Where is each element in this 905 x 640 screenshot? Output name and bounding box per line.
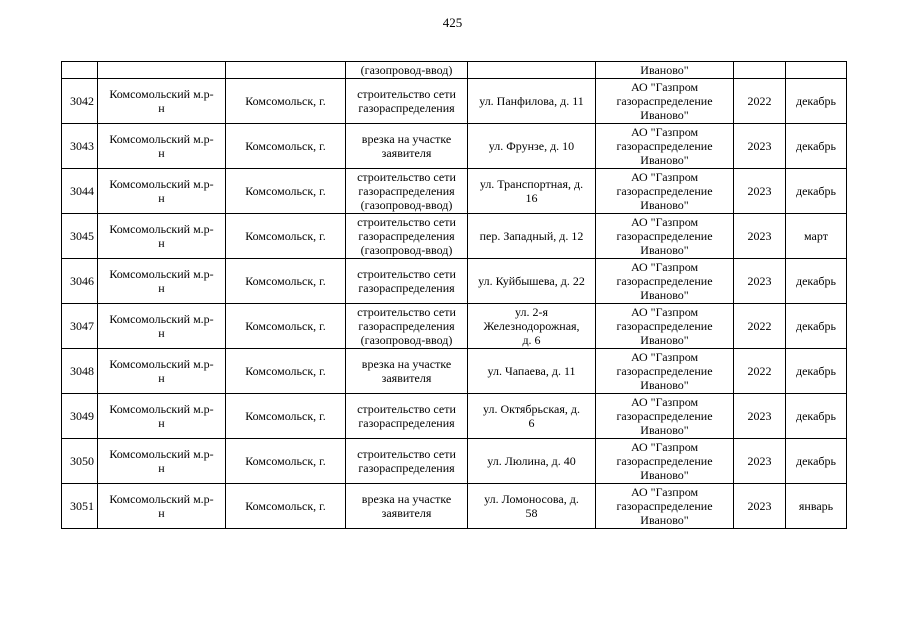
cell-year: 2023 bbox=[734, 124, 786, 169]
table-row bbox=[62, 439, 847, 484]
cell-settlement: Комсомольск, г. bbox=[226, 349, 346, 394]
cell-organization: АО "Газпром газораспределение Иваново" bbox=[596, 124, 734, 169]
cell-year: 2023 bbox=[734, 214, 786, 259]
cell-work-type: строительство сети газораспределения bbox=[346, 439, 468, 484]
cell-number: 3049 bbox=[62, 394, 98, 439]
cell-number: 3051 bbox=[62, 484, 98, 529]
cell-organization: Иваново" bbox=[596, 62, 734, 79]
cell-settlement: Комсомольск, г. bbox=[226, 169, 346, 214]
cell-number: 3048 bbox=[62, 349, 98, 394]
cell-number bbox=[62, 62, 98, 79]
cell-month: январь bbox=[786, 484, 847, 529]
cell-municipality: Комсомольский м.р- н bbox=[98, 484, 226, 529]
cell-month: декабрь bbox=[786, 124, 847, 169]
cell-year: 2022 bbox=[734, 349, 786, 394]
cell-year: 2022 bbox=[734, 79, 786, 124]
cell-address: ул. Куйбышева, д. 22 bbox=[468, 259, 596, 304]
table-row bbox=[62, 169, 847, 214]
cell-settlement: Комсомольск, г. bbox=[226, 79, 346, 124]
cell-year: 2023 bbox=[734, 439, 786, 484]
cell-address bbox=[468, 62, 596, 79]
table-row bbox=[62, 124, 847, 169]
table-row bbox=[62, 214, 847, 259]
cell-work-type: строительство сети газораспределения bbox=[346, 394, 468, 439]
cell-organization: АО "Газпром газораспределение Иваново" bbox=[596, 169, 734, 214]
cell-year bbox=[734, 62, 786, 79]
cell-settlement: Комсомольск, г. bbox=[226, 214, 346, 259]
cell-address: ул. Октябрьская, д. 6 bbox=[468, 394, 596, 439]
cell-organization: АО "Газпром газораспределение Иваново" bbox=[596, 349, 734, 394]
cell-number: 3050 bbox=[62, 439, 98, 484]
cell-address: ул. Транспортная, д. 16 bbox=[468, 169, 596, 214]
cell-settlement bbox=[226, 62, 346, 79]
cell-month: декабрь bbox=[786, 439, 847, 484]
cell-municipality: Комсомольский м.р- н bbox=[98, 124, 226, 169]
cell-month: декабрь bbox=[786, 304, 847, 349]
cell-settlement: Комсомольск, г. bbox=[226, 124, 346, 169]
cell-municipality: Комсомольский м.р- н bbox=[98, 259, 226, 304]
cell-month: декабрь bbox=[786, 394, 847, 439]
table-row bbox=[62, 484, 847, 529]
table-row bbox=[62, 259, 847, 304]
cell-municipality: Комсомольский м.р- н bbox=[98, 394, 226, 439]
cell-number: 3045 bbox=[62, 214, 98, 259]
cell-year: 2023 bbox=[734, 259, 786, 304]
cell-number: 3044 bbox=[62, 169, 98, 214]
cell-address: ул. Ломоносова, д. 58 bbox=[468, 484, 596, 529]
cell-work-type: строительство сети газораспределения (газопровод-ввод) bbox=[346, 214, 468, 259]
table-row bbox=[62, 394, 847, 439]
cell-work-type: врезка на участке заявителя bbox=[346, 124, 468, 169]
cell-settlement: Комсомольск, г. bbox=[226, 304, 346, 349]
cell-number: 3042 bbox=[62, 79, 98, 124]
cell-year: 2023 bbox=[734, 484, 786, 529]
cell-number: 3047 bbox=[62, 304, 98, 349]
cell-municipality bbox=[98, 62, 226, 79]
cell-settlement: Комсомольск, г. bbox=[226, 394, 346, 439]
cell-work-type: (газопровод-ввод) bbox=[346, 62, 468, 79]
cell-year: 2023 bbox=[734, 394, 786, 439]
table-row bbox=[62, 349, 847, 394]
cell-number: 3043 bbox=[62, 124, 98, 169]
cell-number: 3046 bbox=[62, 259, 98, 304]
cell-year: 2022 bbox=[734, 304, 786, 349]
cell-organization: АО "Газпром газораспределение Иваново" bbox=[596, 484, 734, 529]
cell-address: ул. Фрунзе, д. 10 bbox=[468, 124, 596, 169]
gas-works-table bbox=[61, 61, 847, 529]
cell-municipality: Комсомольский м.р- н bbox=[98, 439, 226, 484]
cell-month: декабрь bbox=[786, 259, 847, 304]
cell-month: декабрь bbox=[786, 169, 847, 214]
cell-municipality: Комсомольский м.р- н bbox=[98, 349, 226, 394]
cell-municipality: Комсомольский м.р- н bbox=[98, 214, 226, 259]
cell-work-type: строительство сети газораспределения (газопровод-ввод) bbox=[346, 304, 468, 349]
cell-organization: АО "Газпром газораспределение Иваново" bbox=[596, 439, 734, 484]
cell-organization: АО "Газпром газораспределение Иваново" bbox=[596, 259, 734, 304]
cell-settlement: Комсомольск, г. bbox=[226, 439, 346, 484]
cell-municipality: Комсомольский м.р- н bbox=[98, 169, 226, 214]
table-row-continuation bbox=[62, 62, 847, 79]
cell-work-type: врезка на участке заявителя bbox=[346, 349, 468, 394]
cell-municipality: Комсомольский м.р- н bbox=[98, 79, 226, 124]
table-row bbox=[62, 304, 847, 349]
cell-organization: АО "Газпром газораспределение Иваново" bbox=[596, 79, 734, 124]
cell-year: 2023 bbox=[734, 169, 786, 214]
cell-address: ул. 2-я Железнодорожная, д. 6 bbox=[468, 304, 596, 349]
cell-organization: АО "Газпром газораспределение Иваново" bbox=[596, 214, 734, 259]
cell-work-type: врезка на участке заявителя bbox=[346, 484, 468, 529]
cell-month: декабрь bbox=[786, 349, 847, 394]
cell-address: ул. Люлина, д. 40 bbox=[468, 439, 596, 484]
cell-settlement: Комсомольск, г. bbox=[226, 259, 346, 304]
cell-address: ул. Чапаева, д. 11 bbox=[468, 349, 596, 394]
cell-organization: АО "Газпром газораспределение Иваново" bbox=[596, 304, 734, 349]
cell-month: декабрь bbox=[786, 79, 847, 124]
page-number: 425 bbox=[442, 15, 463, 30]
cell-month bbox=[786, 62, 847, 79]
cell-address: ул. Панфилова, д. 11 bbox=[468, 79, 596, 124]
cell-organization: АО "Газпром газораспределение Иваново" bbox=[596, 394, 734, 439]
table-row bbox=[62, 79, 847, 124]
cell-settlement: Комсомольск, г. bbox=[226, 484, 346, 529]
cell-work-type: строительство сети газораспределения (газопровод-ввод) bbox=[346, 169, 468, 214]
cell-work-type: строительство сети газораспределения bbox=[346, 259, 468, 304]
cell-month: март bbox=[786, 214, 847, 259]
cell-municipality: Комсомольский м.р- н bbox=[98, 304, 226, 349]
cell-work-type: строительство сети газораспределения bbox=[346, 79, 468, 124]
cell-address: пер. Западный, д. 12 bbox=[468, 214, 596, 259]
